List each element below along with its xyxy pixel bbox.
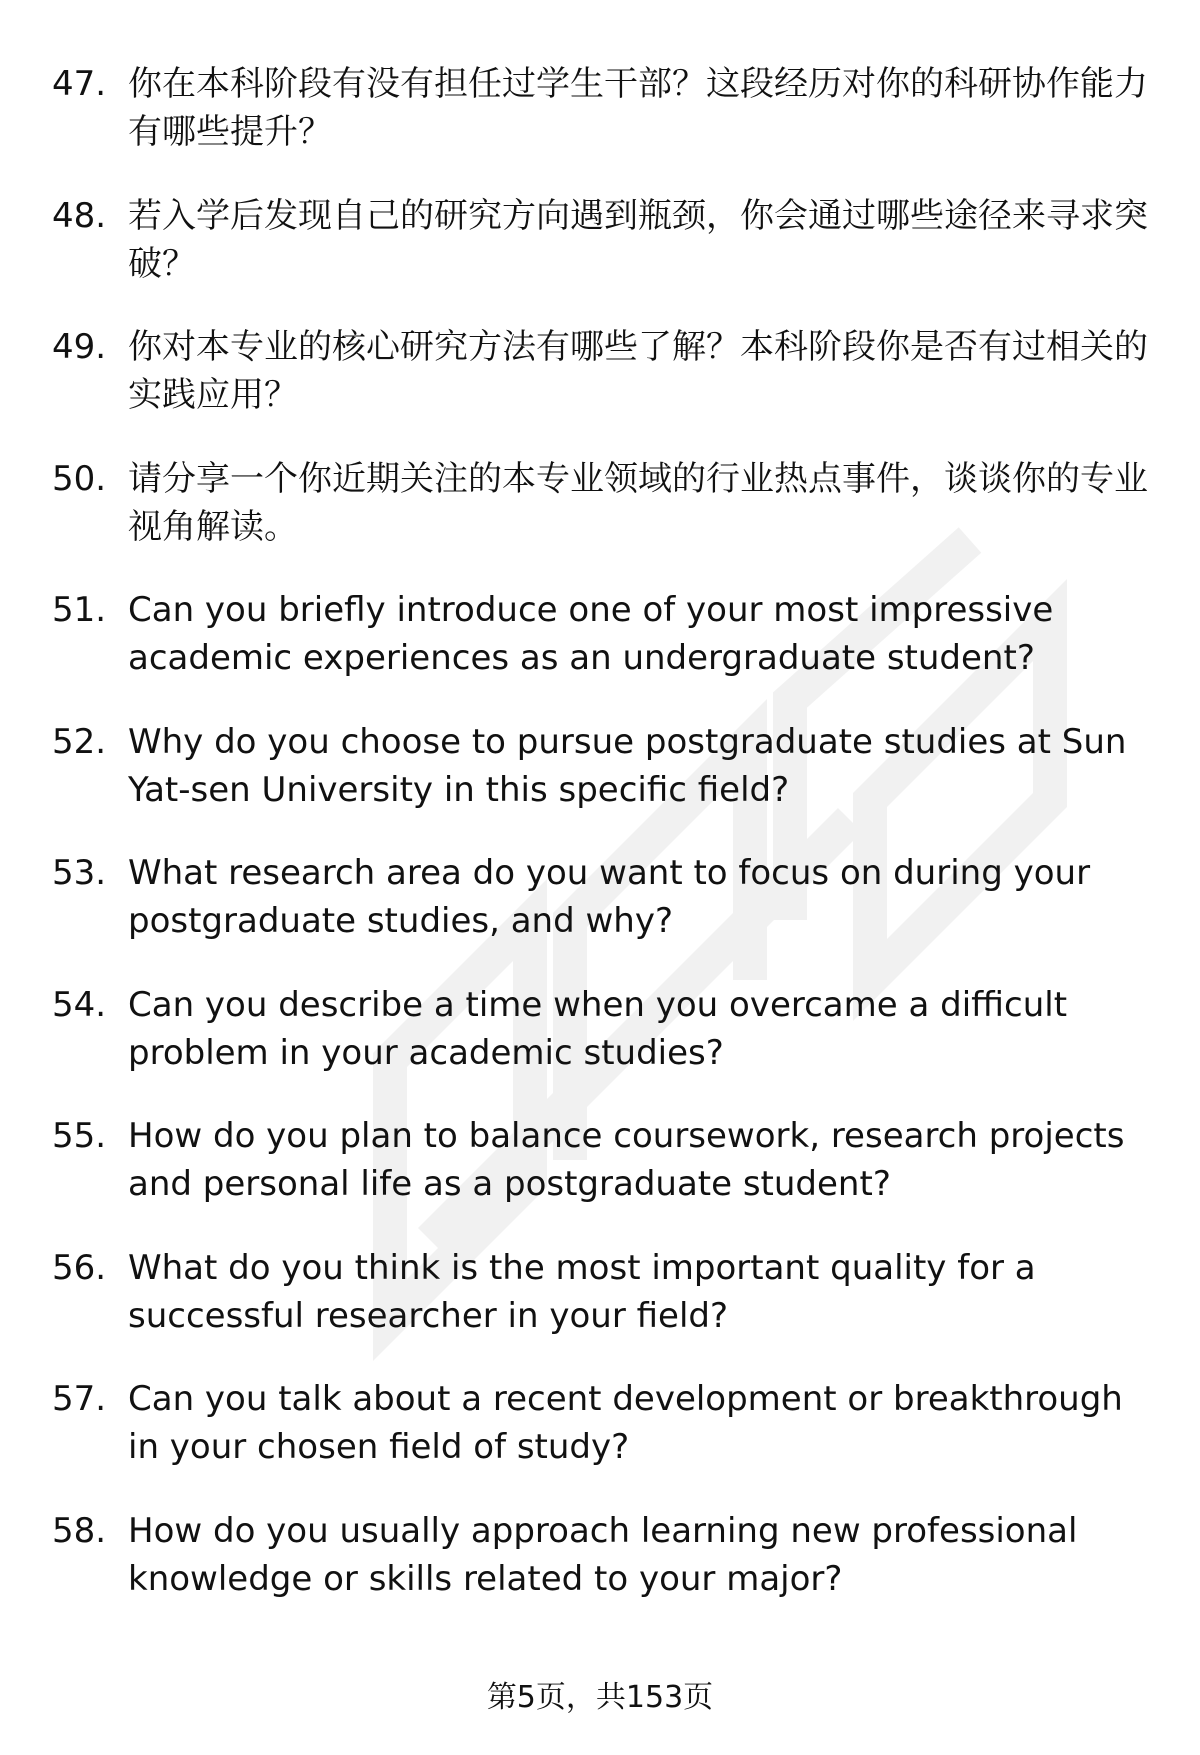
question-number: 55. — [52, 1116, 107, 1156]
question-text: 你在本科阶段有没有担任过学生干部？这段经历对你的科研协作能力有哪些提升？ — [128, 64, 1148, 152]
question-list — [52, 60, 1152, 1638]
question-number: 50. — [52, 458, 107, 499]
question-item — [52, 1112, 1152, 1244]
question-text: What do you think is the most important quality for a successful researcher in your field? — [128, 1247, 1036, 1336]
question-number: 54. — [52, 984, 107, 1025]
question-number: 51. — [52, 590, 107, 630]
question-number: 52. — [52, 721, 107, 762]
question-item — [52, 1375, 1152, 1507]
question-number: 56. — [52, 1247, 107, 1288]
question-item — [52, 323, 1152, 455]
question-text: How do you plan to balance coursework, research projects and personal life as a postgraduate student? — [128, 1116, 1125, 1204]
question-text: 请分享一个你近期关注的本专业领域的行业热点事件，谈谈你的专业视角解读。 — [128, 458, 1148, 547]
question-number: 49. — [52, 327, 107, 367]
question-text: 你对本专业的核心研究方法有哪些了解？本科阶段你是否有过相关的实践应用？ — [128, 327, 1148, 415]
question-text: 若入学后发现自己的研究方向遇到瓶颈，你会通过哪些途径来寻求突破？ — [128, 195, 1148, 284]
question-item — [52, 192, 1152, 324]
page-number-footer: 第5页，共153页 — [486, 1680, 714, 1715]
question-text: Can you talk about a recent development or breakthrough in your chosen field of study? — [128, 1379, 1123, 1467]
question-item — [52, 455, 1152, 587]
question-text: What research area do you want to focus on during your postgraduate studies, and why? — [128, 853, 1091, 941]
question-item — [52, 718, 1152, 850]
question-item — [52, 60, 1152, 192]
question-number: 47. — [52, 64, 107, 104]
question-text: How do you usually approach learning new professional knowledge or skills related to your major? — [128, 1510, 1078, 1599]
question-item — [52, 1507, 1152, 1639]
question-text: Why do you choose to pursue postgraduate studies at Sun Yat-sen University in this specific field? — [128, 721, 1127, 810]
question-item — [52, 981, 1152, 1113]
question-text: Can you describe a time when you overcame a difficult problem in your academic studies? — [128, 984, 1068, 1073]
question-number: 53. — [52, 853, 107, 893]
question-item — [52, 586, 1152, 718]
question-text: Can you briefly introduce one of your most impressive academic experiences as an undergraduate student? — [128, 590, 1054, 678]
question-number: 48. — [52, 195, 107, 236]
question-item — [52, 849, 1152, 981]
question-number: 58. — [52, 1510, 107, 1551]
question-number: 57. — [52, 1379, 107, 1419]
question-item — [52, 1244, 1152, 1376]
